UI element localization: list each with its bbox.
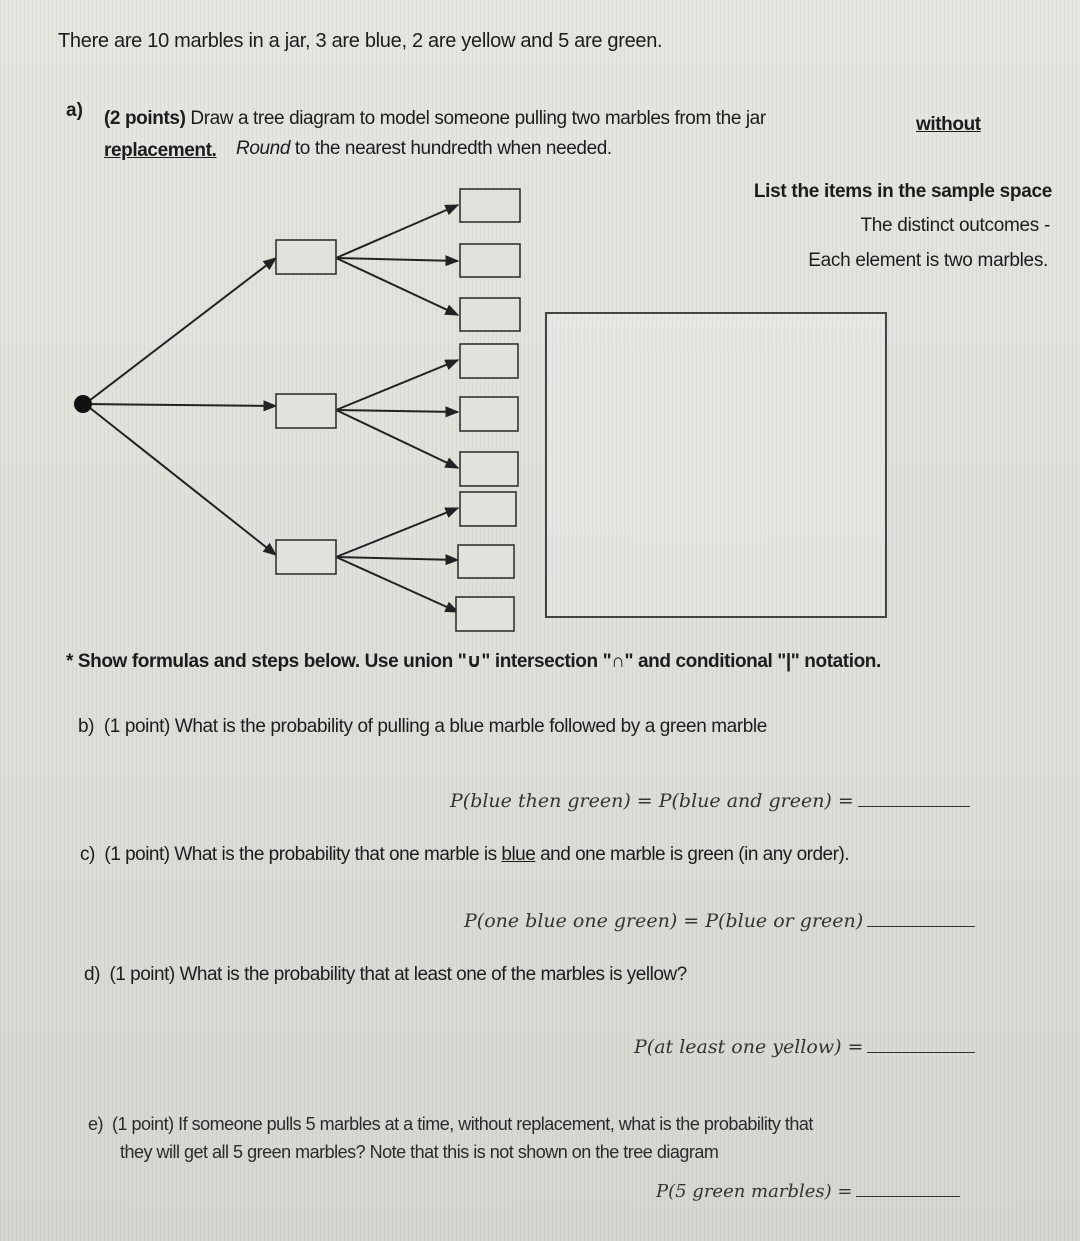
part-e-question-line-2: they will get all 5 green marbles? Note that this is not shown on the tree diagram [120, 1142, 719, 1162]
branch-2-1 [336, 360, 458, 410]
part-a-points: (2 points) [104, 108, 186, 129]
tree-node-level2-7[interactable] [460, 492, 516, 526]
sample-space-line-3: Each element is two marbles. [808, 250, 1048, 271]
branch-2-2 [336, 410, 458, 412]
intro-text: There are 10 marbles in a jar, 3 are blue, 2 are yellow and 5 are green. [58, 30, 663, 52]
part-b-question [78, 716, 767, 738]
tree-node-level2-8[interactable] [458, 545, 514, 578]
sample-space-line-2: The distinct outcomes - [860, 215, 1050, 236]
part-b-answer-blank[interactable] [858, 790, 970, 807]
part-e-question-text-1: (1 point) If someone pulls 5 marbles at a time, without replacement, what is the probability that [112, 1114, 813, 1134]
part-e-question-line-1 [88, 1114, 813, 1135]
part-d-question [84, 964, 687, 986]
tree-node-level2-9[interactable] [456, 597, 514, 631]
part-c-formula-row [464, 910, 975, 933]
branch-1-1 [336, 205, 458, 258]
part-c-question-text-2: and one marble is green (in any order). [540, 844, 850, 865]
branch-1-3 [336, 258, 458, 315]
part-d-answer-blank[interactable] [867, 1036, 975, 1053]
tree-node-level2-4[interactable] [460, 344, 518, 378]
part-c-question [80, 844, 849, 866]
part-b-formula-row [450, 790, 970, 813]
part-d-formula: P(at least one yellow) = [634, 1036, 864, 1058]
part-c-formula: P(one blue one green) = P(blue or green) [464, 910, 864, 932]
part-d-label: d) [84, 964, 100, 985]
part-c-label: c) [80, 844, 95, 865]
sample-space-heading: List the items in the sample space [753, 181, 1052, 202]
part-d-formula-row [634, 1036, 975, 1059]
tree-root-dot [74, 395, 92, 413]
part-b-label: b) [78, 716, 95, 737]
sample-space-answer-box[interactable] [545, 312, 887, 618]
tree-node-level2-5[interactable] [460, 397, 518, 431]
part-b-question-text: (1 point) What is the probability of pulling a blue marble followed by a green marble [103, 716, 767, 737]
part-c-answer-blank[interactable] [867, 910, 975, 927]
part-e-answer-blank[interactable] [856, 1180, 960, 1197]
branch-3-2 [336, 557, 458, 560]
part-b-formula: P(blue then green) = P(blue and green) = [450, 790, 854, 812]
part-a-text-1: Draw a tree diagram to model someone pulling two marbles from the jar [190, 108, 766, 129]
tree-node-level2-1[interactable] [460, 189, 520, 222]
part-a-round: Round [236, 138, 290, 159]
tree-node-level1-1[interactable] [276, 240, 336, 274]
branch-3-1 [336, 508, 458, 557]
branch-root-3 [85, 404, 276, 555]
branch-3-3 [336, 557, 458, 612]
branch-root-2 [85, 404, 276, 406]
part-a-without-replacement: without replacement. [104, 114, 981, 161]
branch-1-2 [336, 258, 458, 261]
part-d-question-text: (1 point) What is the probability that at least one of the marbles is yellow? [109, 964, 687, 985]
tree-node-level1-3[interactable] [276, 540, 336, 574]
instructions-text: * Show formulas and steps below. Use union "∪" intersection "∩" and conditional "|" notation. [66, 651, 881, 672]
part-a-label: a) [66, 100, 83, 121]
part-c-question-text-1: (1 point) What is the probability that one marble is [104, 844, 497, 865]
tree-node-level2-3[interactable] [460, 298, 520, 331]
part-c-blue-underlined: blue [501, 844, 536, 865]
part-e-label: e) [88, 1114, 104, 1134]
branch-2-3 [336, 410, 458, 468]
tree-node-level2-6[interactable] [460, 452, 518, 486]
part-e-formula: P(5 green marbles) = [656, 1181, 853, 1202]
branch-root-1 [85, 258, 276, 404]
part-e-formula-row [656, 1180, 960, 1203]
part-a-text-2: to the nearest hundredth when needed. [294, 138, 612, 159]
tree-node-level1-2[interactable] [276, 394, 336, 428]
tree-node-level2-2[interactable] [460, 244, 520, 277]
